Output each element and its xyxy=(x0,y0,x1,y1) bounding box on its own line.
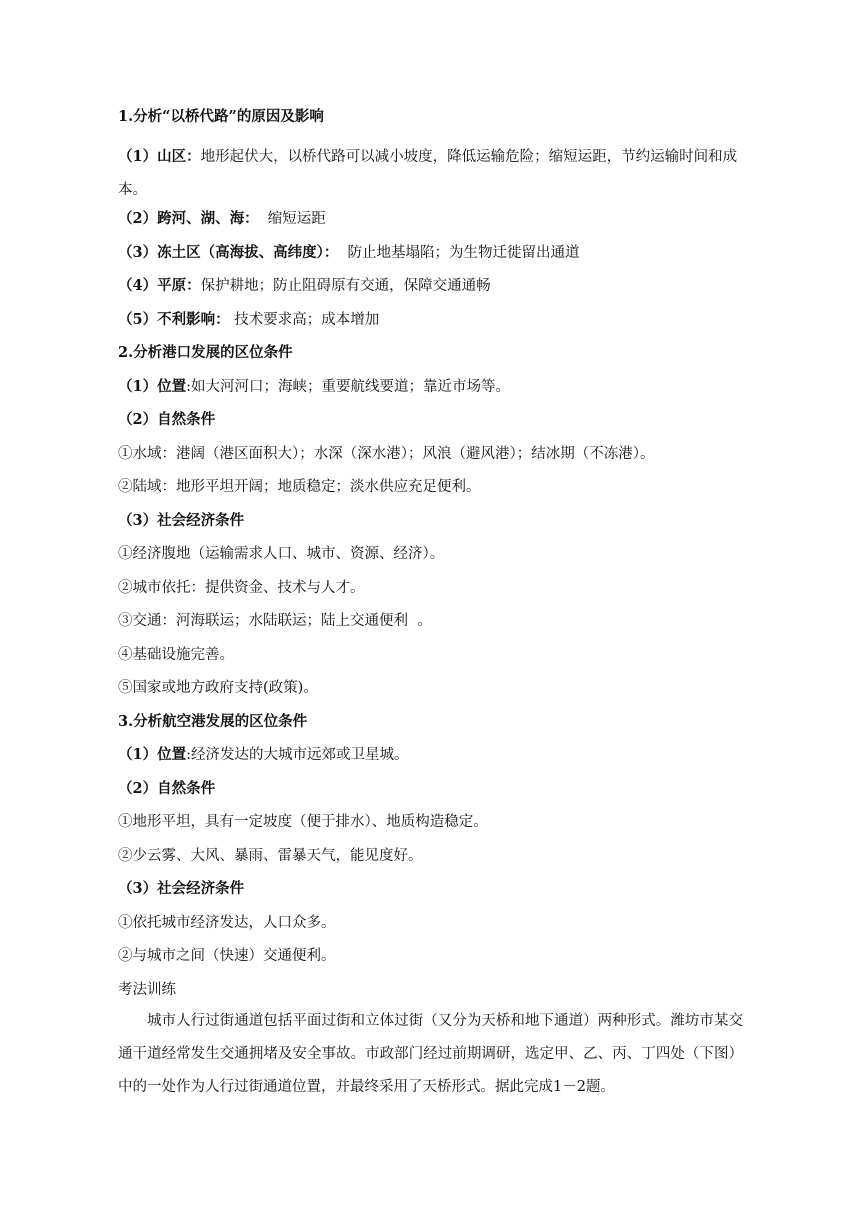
location-text: :经济发达的大城市远郊或卫星城。 xyxy=(186,747,409,763)
section-2-location xyxy=(118,376,743,398)
location-text: :如大河河口；海峡；重要航线要道；靠近市场等。 xyxy=(186,378,510,395)
section-3-location xyxy=(118,744,743,766)
item-text: 保护耕地；防止阻碍原有交通，保障交通通畅 xyxy=(200,278,491,294)
section-2-natural-heading: （2）自然条件 xyxy=(118,411,216,428)
section-2-social-item-4: ④基础设施完善。 xyxy=(118,646,234,663)
location-label: （1）位置 xyxy=(118,746,187,763)
section-1-item-1 xyxy=(118,140,743,207)
section-1-item-3 xyxy=(118,242,743,264)
section-1-item-2 xyxy=(118,208,743,230)
item-label: （2）跨河、湖、海： xyxy=(118,210,259,227)
section-3-natural-item-1: ①地形平坦，具有一定坡度（便于排水）、地质构造稳定。 xyxy=(118,814,488,830)
item-text: 地形起伏大，以桥代路可以减小坡度，降低运输危险；缩短运距，节约运输时间和成本。 xyxy=(118,149,738,198)
document-page xyxy=(118,106,743,1104)
section-3-social-item-1: ①依托城市经济发达，人口众多。 xyxy=(118,914,336,931)
item-label: （1）山区： xyxy=(118,148,201,165)
section-2-social-item-3: ③交通：河海联运；水陆联运；陆上交通便利 。 xyxy=(118,613,432,629)
practice-paragraph: 城市人行过街通道包括平面过街和立体过街（又分为天桥和地下通道）两种形式。潍坊市某交通干道经常发生交通拥堵及安全事故。市政部门经过前期调研，选定甲、乙、丙、丁四处（下图）中的一处作为人行过街通道位置，并最终采用了天桥形式。据此完成1－2题。 xyxy=(118,1012,743,1095)
item-text: 防止地基塌陷；为生物迁徙留出通道 xyxy=(338,244,580,261)
section-3-social-item-2: ②与城市之间（快速）交通便利。 xyxy=(118,948,336,964)
section-3-heading: 3.分析航空港发展的区位条件 xyxy=(118,712,308,730)
practice-title: 考法训练 xyxy=(118,981,176,998)
section-2-social-item-2: ②城市依托：提供资金、技术与人才。 xyxy=(118,579,365,596)
item-label: （3）冻土区（高海拔、高纬度）： xyxy=(118,243,339,261)
section-1-item-4 xyxy=(118,275,743,297)
section-3-natural-item-2: ②少云雾、大风、暴雨、雷暴天气，能见度好。 xyxy=(118,847,423,864)
item-text: 技术要求高；成本增加 xyxy=(229,311,380,328)
section-2-social-item-5: ⑤国家或地方政府支持(政策)。 xyxy=(118,680,318,696)
section-2-heading: 2.分析港口发展的区位条件 xyxy=(118,344,293,361)
item-label: （4）平原： xyxy=(118,277,201,294)
item-text: 缩短运距 xyxy=(258,211,326,227)
section-2-social-item-1: ①经济腹地（运输需求人口、城市、资源、经济）。 xyxy=(118,546,445,562)
section-2-natural-item-2: ②陆域：地形平坦开阔；地质稳定；淡水供应充足便利。 xyxy=(118,479,481,495)
section-2-social-heading: （3）社会经济条件 xyxy=(118,511,245,529)
section-1-heading: 1.分析“以桥代路”的原因及影响 xyxy=(118,108,324,125)
section-3-natural-heading: （2）自然条件 xyxy=(118,779,216,797)
section-2-natural-item-1: ①水域：港阔（港区面积大）；水深（深水港）；风浪（避风港）；结冰期（不冻港）。 xyxy=(118,445,655,462)
item-label: （5）不利影响： xyxy=(118,310,230,328)
location-label: （1）位置 xyxy=(118,377,187,395)
section-3-social-heading: （3）社会经济条件 xyxy=(118,880,245,897)
section-1-item-5 xyxy=(118,309,743,331)
